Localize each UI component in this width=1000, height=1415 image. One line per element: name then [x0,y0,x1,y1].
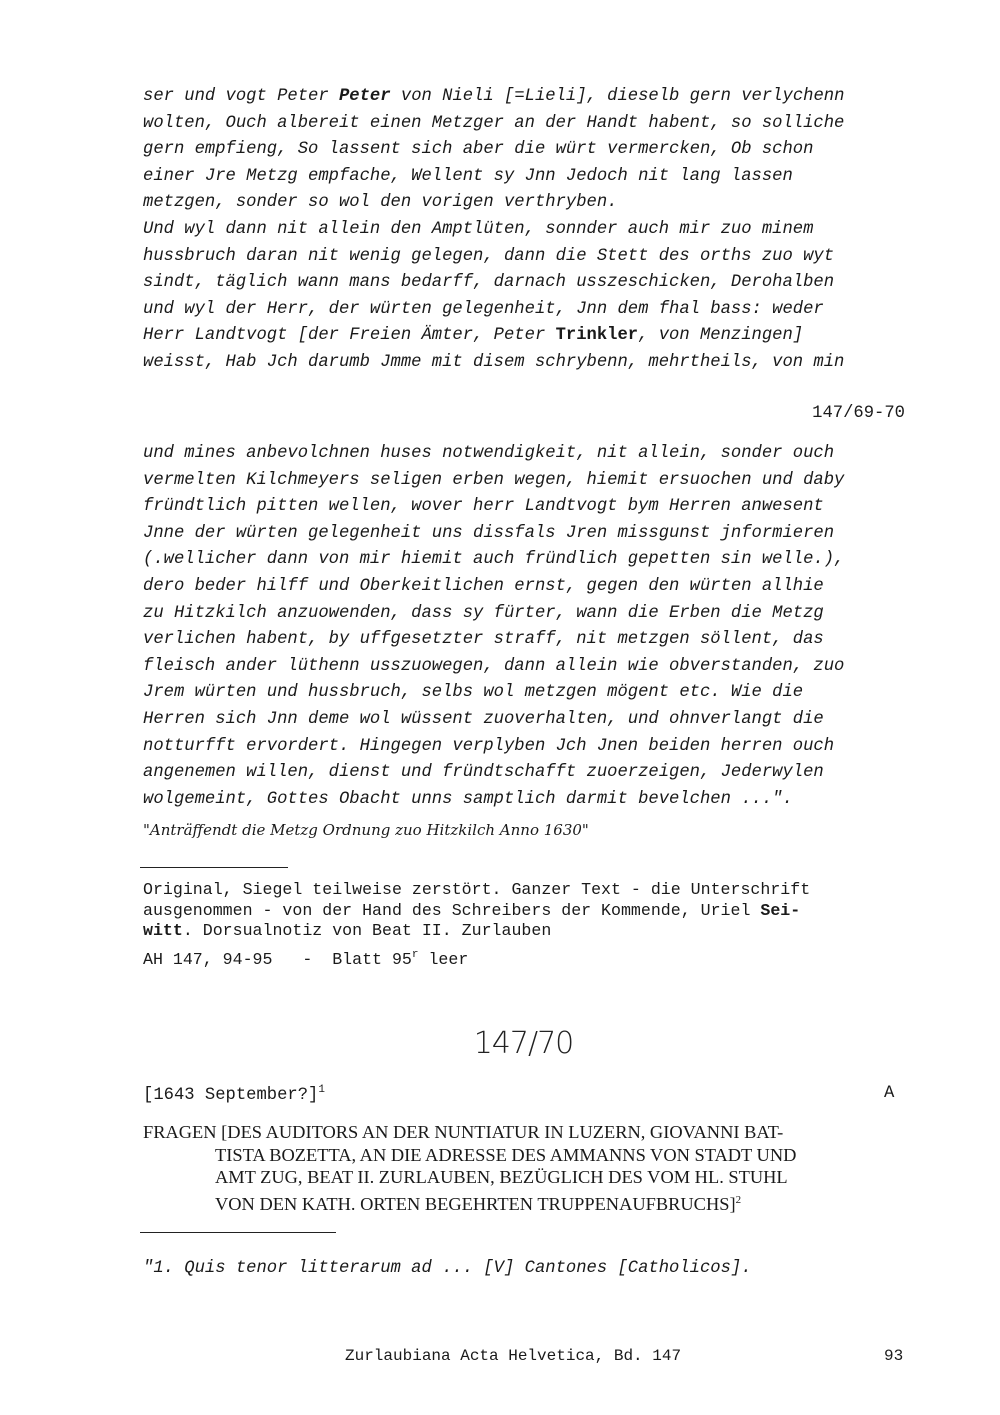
page-reference: 147/69-70 [812,404,905,423]
section-divider [140,1232,336,1233]
footnote-line: AH 147, 94-95 - Blatt 95$^r$ leer [143,948,469,969]
footnote-line: ausgenommen - von der Hand des Schreibers der Kommende, Uriel Sei- [143,900,801,920]
footnote [143,880,810,970]
footnote-divider [140,867,288,868]
text-line: Jrem würten und hussbruch, selbs wol metzgen mögent etc. Wie die [143,683,804,703]
document-number: 147/70 [473,1026,574,1061]
text-line: und wyl der Herr, der würten gelegenheit, Jnn dem fhal bass: weder [143,299,824,319]
document-title [143,1121,903,1215]
text-line: gern empfieng, So lassent sich aber die würt vermercken, Ob schon [143,140,814,160]
text-line: ser und vogt Peter Peter von Nieli [=Lieli], dieselb gern verlychenn [143,87,845,106]
text-line: hussbruch daran nit wenig gelegen, dann die Stett des orths zuo wyt [143,246,835,266]
text-paragraph-2 [143,441,923,813]
footer-journal: Zurlaubiana Acta Helvetica, Bd. 147 [345,1347,682,1365]
footnote-line: witt. Dorsualnotiz von Beat II. Zurlauben [143,921,552,940]
text-line: zu Hitzkilch anzuowenden, dass sy fürter, wann die Erben die Metzg [143,603,824,623]
text-line: metzgen, sonder so wol den vorigen verthryben. [143,193,618,213]
text-line: wolten, Ouch albereit einen Metzger an der Handt habent, so solliche [143,113,845,133]
text-line: notturfft ervordert. Hingegen verplyben Jch Jnen beiden herren ouch [143,736,835,756]
text-line: verlichen habent, by uffgesetzter straff, nit metzgen söllent, das [143,630,824,650]
title-line: FRAGEN [DES AUDITORS AN DER NUNTIATUR IN LUZERN, GIOVANNI BAT- [143,1122,784,1142]
text-line: fleisch ander lüthenn usszuowegen, dann allein wie obverstanden, zuo [143,656,845,676]
quote-line: "1. Quis tenor litterarum ad ... [V] Cantones [Catholicos]. [143,1259,752,1278]
text-line: angenemen willen, dienst und fründtschafft zuoerzeigen, Jederwylen [143,763,824,783]
text-line: dero beder hilff und Oberkeitlichen ernst, gegen den würten allhie [143,576,824,596]
date-line: [1643 September?]$^1$ [143,1084,325,1105]
text-line: (.wellicher dann von mir hiemit auch fründlich gepetten sin welle.), [143,550,845,570]
text-line: fründtlich pitten wellen, wover herr Landtvogt bym Herren anwesent [143,497,824,517]
text-line: sindt, täglich wann mans bedarff, darnach usszeschicken, Derohalben [143,273,835,293]
text-line: Herr Landtvogt [der Freien Ämter, Peter Trinkler, von Menzingen] [143,326,804,346]
text-line: weisst, Hab Jch darumb Jmme mit disem schrybenn, mehrtheils, von min [143,352,845,372]
title-line: AMT ZUG, BEAT II. ZURLAUBEN, BEZÜGLICH DES VOM HL. STUHL [215,1167,788,1187]
document-letter: A [884,1084,895,1103]
text-line: Und wyl dann nit allein den Amptlüten, sonnder auch mir zuo minem [143,219,814,239]
dorsal-note: "Anträffendt die Metzg Ordnung zuo Hitzkilch Anno 1630" [143,821,589,839]
text-line: vermelten Kilchmeyers seligen erben wegen, hiemit ersuochen und daby [143,470,845,490]
title-line: TISTA BOZETTA, AN DIE ADRESSE DES AMMANNS VON STADT UND [215,1144,797,1165]
title-line: VON DEN KATH. ORTEN BEGEHRTEN TRUPPENAUFBRUCHS]$^2$ [215,1193,742,1214]
page-number: 93 [884,1347,904,1365]
text-paragraph-1 [143,84,923,377]
text-line: einer Jre Metzg empfache, Wellent sy Jnn Jedoch nit lang lassen [143,166,793,186]
bold-name: Peter [338,87,391,106]
text-line: Jnne der würten gelegenheit uns dissfals Jren missgunst jnformieren [143,523,835,543]
text-line: wolgemeint, Gottes Obacht unns samptlich darmit bevelchen ...". [143,789,793,809]
text-line: und mines anbevolchnen huses notwendigkeit, nit allein, sonder ouch [143,444,835,463]
text-line: Herren sich Jnn deme wol wüssent zuoverhalten, und ohnverlangt die [143,709,824,729]
footnote-line: Original, Siegel teilweise zerstört. Ganzer Text - die Unterschrift [143,880,811,899]
bold-name: Trinkler [555,326,639,346]
